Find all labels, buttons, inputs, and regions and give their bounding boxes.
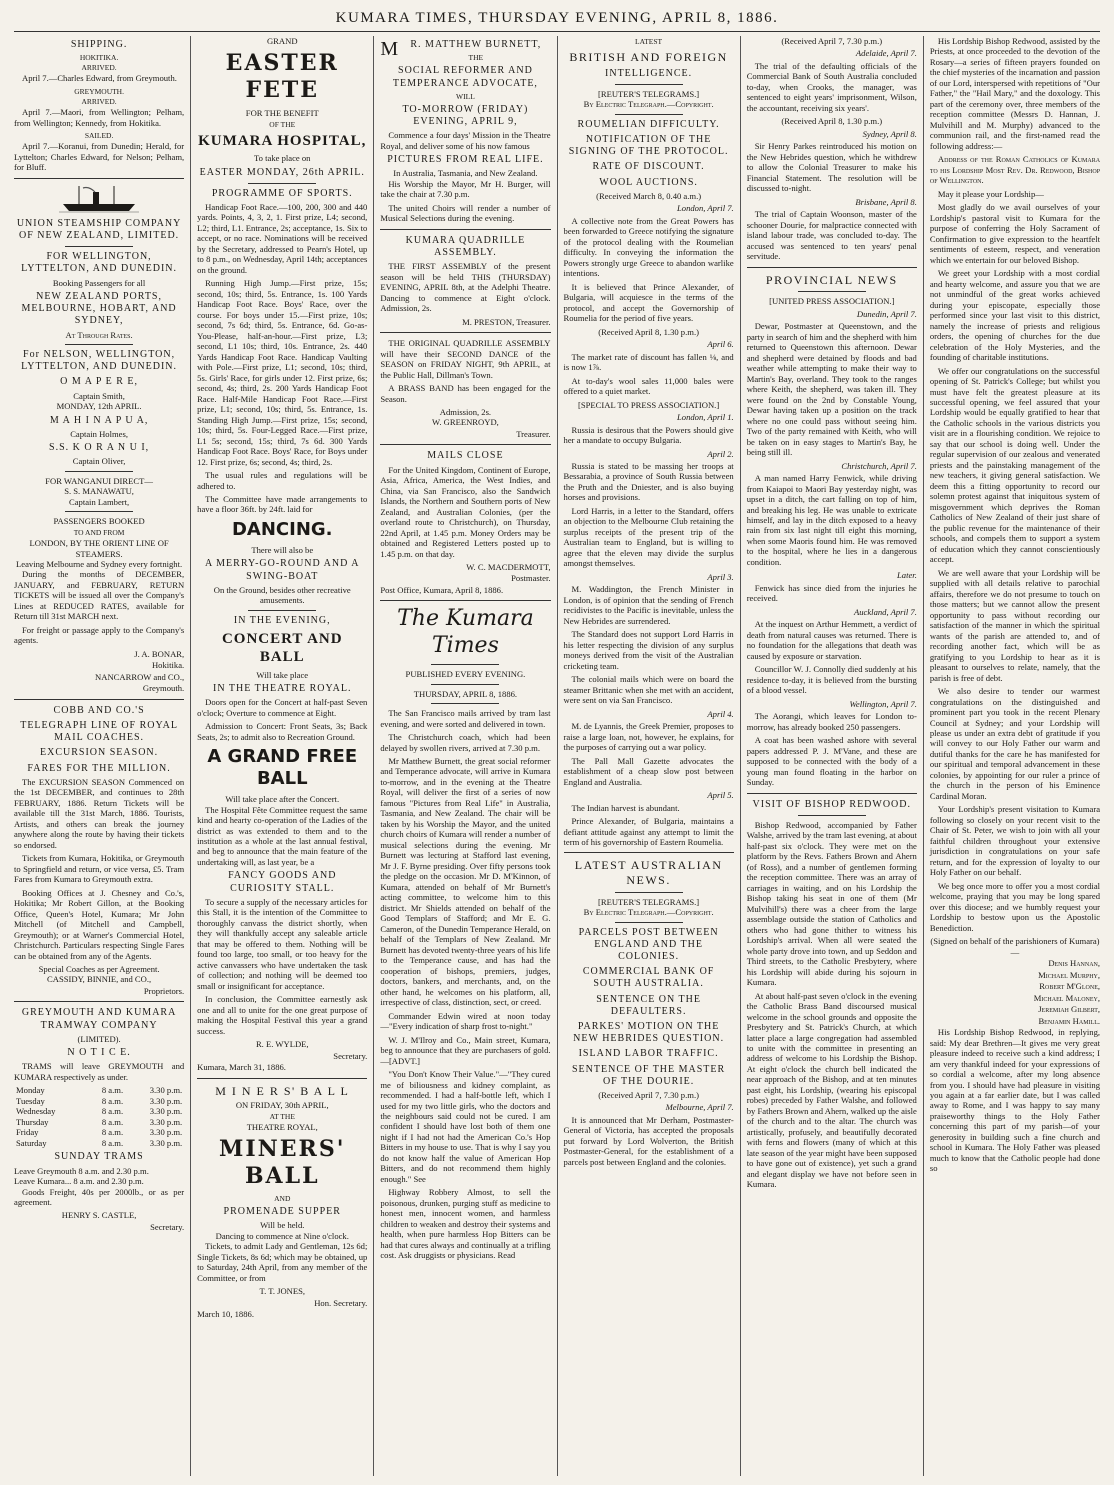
divider (431, 664, 499, 665)
benefit-label: FOR THE BENEFIT (245, 108, 319, 119)
april-3: April 3. (707, 571, 734, 582)
telegram-1: A collective note from the Great Powers has been forwarded to Greece notifying the signature of the protocol dealing with the Roumelian difficulty. In conveying the information the Powers strongly urge Greece to abandon warlike intentions. (563, 215, 734, 279)
tickets-text: Tickets from Kumara, Hokitika, or Greymouth to Springfield and return, or vice versa, £5. Tram Fares from Kumara to Greymouth extra. (14, 853, 185, 885)
divider (380, 229, 550, 230)
post-office: Post Office, Kumara, April 8, 1886. (380, 584, 504, 595)
quadrille-heading: KUMARA QUADRILLE ASSEMBLY. (405, 234, 526, 258)
telegram-2: It is believed that Prince Alexander, of Bulgaria, will acquiesce in the terms of the protocol, and accept the Governorship of Roumelia for the period of five years. (563, 281, 734, 324)
bishop-reply: His Lordship Bishop Redwood, in replying, said: My dear Brethren—It gives me very great pleasure indeed to receive such a kind address; I am very thankful indeed for your expressions of so cordial a welcome, after my long absence from you. I should have had pleasure in visiting you again at a far earlier date, but I was called away to Rome, and I was happy to say many praiseworthy things to the Holy Father concerning this part of my parish—of your generosity in building such a fine church and school in Kumara. The Holy Father was pleased much to know that the Catholic people had done so (929, 1027, 1101, 1174)
united-press: [UNITED PRESS ASSOCIATION.] (769, 296, 895, 307)
timetable-cell: 8 a.m. (101, 1137, 124, 1148)
provincial-heading: PROVINCIAL NEWS (765, 272, 898, 287)
telegram-15: It is announced that Mr Derham, Postmaster-General of Victoria, has accepted the proposals put forward by Lord Wolverton, the British Postmaster-General, for the establishment of a parcels post between England and the colonies. (563, 1114, 734, 1167)
divider (65, 471, 133, 472)
columns (14, 36, 1100, 1476)
telegram-7: Lord Harris, in a letter to the Standard, offers an objection to the Melbourne Club retaining the surplus receipts of the present trip of the Australian team to England, but is willing to agree that the eleven may divide the surplus amongst themselves. (563, 505, 734, 569)
april-6: April 6. (707, 339, 734, 350)
timetable-cell: 8 a.m. (101, 1127, 124, 1138)
at-the-label: AT THE (269, 1111, 295, 1121)
reuters: [REUTER'S TELEGRAMS.] (598, 88, 700, 99)
telegraph-line: TELEGRAPH LINE OF ROYAL MAIL COACHES. (20, 720, 178, 744)
divider (14, 178, 184, 179)
by-electric-2: By Electric Telegraph.—Copyright. (583, 907, 714, 918)
agent-nancarrow-place: Greymouth. (142, 683, 185, 694)
prov-3: Fenwick has since died from the injuries he received. (746, 582, 917, 604)
timetable-cell: Saturday (16, 1137, 47, 1148)
through-rates: At Through Rates. (65, 329, 133, 340)
original-quadrille: THE ORIGINAL QUADRILLE ASSEMBLY will have their SECOND DANCE of the SEASON on FRIDAY NIGHT, 9th APRIL, at the Public Hall, Dillman's Town. (380, 338, 551, 380)
bishop-5: We are well aware that your Lordship will be supplied with all details relative to parochial affairs, therefore we do not presume to touch on those matters; but we cannot allow the present opportunity to pass without recording our satisfaction of the manner in which the spiritual wants of the parish are attended to, and of recording another fact, which will be as gratifying to you Lordship to hear as it is pleasant to ourselves to relate, namely, that the parish is free of debt. (929, 567, 1101, 683)
column-5 (740, 36, 923, 1476)
prov-2: A man named Harry Fenwick, while driving from Kaiapoi to Maori Bay yesterday night, was upset in a ditch, the cart falling on top of him, and breaking his leg. He was unable to extricate himself, and lay in the ditch exposed to a heavy rain from six last night till eight this morning, when some Maoris found him. He was removed to the hospital, where he lies in a dangerous condition. (746, 473, 917, 567)
proprietors: Proprietors. (143, 985, 185, 996)
divider (615, 114, 683, 115)
divider (431, 684, 499, 685)
bishop-6: We also desire to tender our warmest congratulations on the distinguished and prominent part you took in the recent Plenary Council at Sydney; and your Lordship will please us under an extra debt of gratitude if you will convey to our Holy Father our warm and dutiful thanks for the care he has manifested for our spiritual and temporal advancement in these colonies, by appointing for our ruler a prince of the church in the person of his Eminence Cardinal Moran. (929, 686, 1101, 801)
tramway-limited: (LIMITED). (77, 1033, 121, 1044)
london-orient: LONDON, BY THE ORIENT LINE OF STEAMERS. (29, 538, 169, 559)
programme-heading: PROGRAMME OF SPORTS. (211, 187, 353, 199)
concert-admission: Admission to Concert: Front Seats, 3s; Back Seats, 2s; to admit also to Recreation Ground. (197, 721, 368, 742)
committee: The Committee have made arrangements to have a floor 36ft. by 24ft. laid for (197, 494, 368, 515)
ship-manawatu: S. S. MANAWATU, (64, 486, 134, 497)
divider (615, 892, 683, 893)
visit-heading: VISIT OF BISHOP REDWOOD. (752, 798, 911, 810)
leaving-melbourne: Leaving Melbourne and Sydney every fortnight. (16, 559, 183, 569)
theatre-royal-2: THEATRE ROYAL, (246, 1121, 318, 1132)
mahinapua-captain: Captain Holmes, (70, 428, 128, 439)
received-b: (Received April 8, 1.30 p.m.) (781, 116, 883, 127)
dancing-nine: Dancing to commence at Nine o'clock. (215, 1230, 349, 1241)
arrived-label-2: ARRIVED. (81, 97, 117, 107)
prov-1: Dewar, Postmaster at Queenstown, and the party in search of him and the shepherd with him returned to Queenstown this afternoon. Dewar and shepherd were detained by floods and bad weather while attempting to make their way to Martin's Bay, overland. They took to the ranges where Keith, the shepherd, was taken ill. They were found on the 2nd by Constable Young, Dewar having taken up a position on the track where no one could pass without seeing him. Two of the party remained with Keith, who will be taken on in easy stages to Martin's Bay, he being still ill. (746, 321, 917, 458)
sailed-label: SAILED. (84, 131, 114, 141)
hokitika-heading: HOKITIKA. (79, 53, 119, 63)
jones-title: Hon. Secretary. (314, 1297, 368, 1308)
special-coaches: Special Coaches as per Agreement. (38, 963, 160, 974)
conclusion: In conclusion, the Committee earnestly ask one and all to unite for the one great purpose of making the Hospital Festival this year a grand success. (197, 994, 368, 1036)
greymouth-heading: GREYMOUTH. (74, 86, 124, 96)
divider (798, 291, 866, 292)
choirs: The united Choirs will render a number of Musical Selections during the evening. (380, 202, 551, 224)
roumelian: ROUMELIAN DIFFICULTY. (577, 118, 720, 130)
christchurch-dateline: Christchurch, April 7. (841, 460, 917, 471)
aus-1: The trial of the defaulting officials of the Commercial Bank of South Australia concluded to-day, when Crooks, the manager, was sentenced to eight years' imprisonment, Wilson, the accountant, receiving six years'. (746, 60, 917, 113)
will-be-held: Will be held. (260, 1220, 305, 1231)
later-dateline: Later. (897, 570, 917, 581)
bishop-8: We beg once more to offer you a most cordial welcome, praying that you may be long spared over this diocese; and we humbly request your Lordship to bestow upon us the Apostolic Benediction. (929, 880, 1101, 933)
dunedin-dateline: Dunedin, April 7. (856, 308, 917, 319)
by-electric: By Electric Telegraph.—Copyright. (583, 99, 714, 110)
april-2: April 2. (707, 448, 734, 459)
received-2: (Received April 8, 1.30 p.m.) (598, 326, 699, 337)
timetable-cell: 3.30 p.m. (149, 1085, 183, 1096)
rules: The usual rules and regulations will be adhered to. (197, 470, 368, 491)
hospital-title: KUMARA HOSPITAL, (198, 132, 367, 149)
latest-australian: LATEST AUSTRALIAN NEWS. (574, 858, 723, 888)
paper-title: The Kumara Times (397, 606, 534, 659)
telegram-9: The Standard does not support Lord Harris in his letter respecting the division of any surplus moneys derived from the visit of the Australian cricketing team. (563, 629, 734, 671)
preston: M. PRESTON, Treasurer. (462, 316, 551, 327)
timetable-cell: 3.30 p.m. (149, 1137, 183, 1148)
divider (65, 344, 133, 345)
visit-2: At about half-past seven o'clock in the evening the Catholic Brass Band discoursed musical welcome in the school grounds and opposite the Presbytery and St. Patrick's Church, at which latter place a large congregation had assembled to unite with the committee in presenting an address of welcome to his Lordship the Bishop. At eight o'clock the church bell indicated the near approach of the Bishop, and at ten minutes past eight, his Lordship, (wearing his episcopal robes) preceded by Father Walshe, and followed by Fathers Brown and Ahern, walked up the aisle of the church and to the altar. The church was artistically, profusely, and beautifully decorated with ferns and flowers (many of which at this late season of the year might have been supposed to have gone out of existence), yet such a grand and elegant display we have not before seen in Kumara. (746, 990, 917, 1190)
prov-5: Councillor W. J. Connolly died suddenly at his residence to-day, it is believed from the bursting of a blood vessel. (746, 664, 917, 696)
aus-2: Sir Henry Parkes reintroduced his motion on the New Hebrides question, which he withdrew to allow the Colonial Treasurer to make his Financial Statement. The resolution will be discussed to-night. (746, 141, 917, 194)
divider (14, 699, 184, 700)
divider (248, 183, 316, 184)
ship-koranui: S.S. K O R A N U I, (49, 442, 150, 454)
wylde: R. E. WYLDE, (255, 1039, 309, 1050)
signatory-name: Jeremiah Gilbert, (1038, 1004, 1101, 1015)
miners-heading: M I N E R S' B A L L (215, 1083, 350, 1098)
doors-open: Doors open for the Concert at half-past Seven o'clock; Overture to commence at Eight. (197, 697, 368, 718)
grand-label: GRAND (266, 36, 298, 46)
merry-go-round: A MERRY-GO-ROUND AND A SWING-BOAT (205, 558, 360, 582)
london-1: London, April 7. (677, 203, 734, 214)
booking-line: Booking Passengers for all (52, 277, 146, 288)
telegram-10: The colonial mails which were on board the steamer Brittanic when she met with an accident, were sent on via San Francisco. (563, 674, 734, 706)
telegram-11: M. de Lyannis, the Greek Premier, proposes to raise a large loan, not, however, he explains, for the purposes of carrying out a war policy. (563, 721, 734, 753)
hokitika-arrivals: April 7.—Charles Edward, from Greymouth. (22, 73, 177, 84)
timetable-row (14, 1106, 184, 1116)
april-4: April 4. (707, 708, 734, 719)
adelaide-dateline: Adelaide, April 7. (855, 48, 917, 59)
timetable-row (14, 1096, 184, 1106)
timetable-cell: 8 a.m. (101, 1095, 124, 1106)
divider (747, 267, 917, 268)
island-labor: ISLAND LABOR TRAFFIC. (578, 1048, 719, 1060)
prov-7: A coat has been washed ashore with several papers addressed P. J. M'Vane, and these are supposed to be connected with the body of a young man found floating in the harbor on Sunday. (746, 735, 917, 788)
admission-2: Admission, 2s. (439, 406, 492, 417)
telegram-13: The Indian harvest is abundant. (571, 802, 680, 813)
cobb-heading: COBB AND CO.'S (53, 704, 145, 716)
timetable-cell: Monday (16, 1085, 45, 1096)
divider (380, 332, 550, 333)
excursion-text: The EXCURSION SEASON Commenced on the 1st DECEMBER, and continues to 28th FEBRUARY, 1886. Return Tickets will be available till the 31st March, 1886. Tourists, Artists, and others can break the journey anywhere along the route by having their tickets so endorsed. (14, 776, 185, 850)
free-ball-title: A GRAND FREE BALL (207, 746, 358, 790)
castle: HENRY S. CASTLE, (61, 1210, 137, 1221)
trams-notice: TRAMS will leave GREYMOUTH and KUMARA respectively as under. (14, 1061, 185, 1082)
telegram-3: The market rate of discount has fallen ⅛, and is now 1⅞. (563, 351, 734, 373)
divider (248, 610, 316, 611)
rate-of-discount: RATE OF DISCOUNT. (592, 161, 705, 173)
parcels-post: PARCELS POST BETWEEN ENGLAND AND THE COLONIES. (578, 926, 719, 963)
masthead: KUMARA TIMES, THURSDAY EVENING, APRIL 8, 1886. (14, 10, 1100, 32)
for-nelson: For NELSON, WELLINGTON, LYTTELTON, AND DUNEDIN. (21, 349, 178, 373)
divider (615, 84, 683, 85)
agent-nancarrow: NANCARROW and CO., (95, 671, 185, 682)
agent-bonar-place: Hokitika. (151, 660, 185, 671)
parkes-motion: PARKES' MOTION ON THE NEW HEBRIDES QUESTION. (573, 1021, 725, 1045)
miners-date: ON FRIDAY, 30th APRIL, (235, 1100, 329, 1111)
signatory-name: Robert M'Glone, (1039, 981, 1101, 992)
miners-tickets: Tickets, to admit Lady and Gentleman, 12s 6d; Single Tickets, 8s 6d; which may be obtained, up to Saturday, 24th April, from any member of the Committee, or from (197, 1241, 368, 1283)
divider (380, 444, 550, 445)
burnett-heading: MR. MATTHEW BURNETT, (380, 38, 542, 60)
prov-6: The Aorangi, which leaves for London to-morrow, has already booked 250 passengers. (746, 711, 917, 732)
telegram-14: Prince Alexander, of Bulgaria, maintains a defiant attitude against any attempt to limit the term of his governorship of Eastern Roumelia. (563, 816, 734, 847)
notice-heading: N O T I C E. (67, 1047, 131, 1059)
pictures-heading: PICTURES FROM REAL LIFE. (387, 154, 544, 166)
miners-ball-title: MINERS' BALL (219, 1136, 346, 1190)
intelligence: INTELLIGENCE. (605, 67, 693, 79)
return-tickets: During the months of DECEMBER, JANUARY, and FEBRUARY, RETURN TICKETS will be issued all over the Company's Lines at REDUCED RATES, available for Return till 31st MARCH next. (14, 569, 185, 622)
signatory-name: Benjamin Hamill. (1038, 1015, 1101, 1026)
signatories (930, 958, 1100, 1026)
steamship-icon (14, 184, 184, 214)
greenroyd: W. GREENROYD, (432, 417, 499, 428)
latest-label: LATEST (635, 37, 663, 46)
local-1: The San Francisco mails arrived by tram last evening, and were sorted and delivered in town. (380, 708, 551, 729)
nz-ports: NEW ZEALAND PORTS, MELBOURNE, HOBART, AND SYDNEY, (21, 291, 177, 327)
divider (615, 922, 683, 923)
sunday-greymouth: Leave Greymouth 8 a.m. and 2.30 p.m. (14, 1165, 149, 1176)
timetable-cell: 3.30 p.m. (149, 1116, 183, 1127)
divider (380, 600, 550, 601)
jones-date: March 10, 1886. (197, 1309, 254, 1320)
column-2 (190, 36, 373, 1476)
omapere-date: MONDAY, 12th APRIL. (56, 401, 142, 412)
divider (65, 511, 133, 512)
divider (65, 246, 133, 247)
greymouth-sailings: April 7.—Koranui, from Dunedin; Herald, for Lyttelton; Charles Edward, for Nelson; Pelham, for Bluff. (14, 141, 185, 173)
concert-title: CONCERT AND BALL (221, 630, 343, 666)
telegram-4: At to-day's wool sales 11,000 bales were offered to a quiet market. (563, 375, 734, 397)
booking-offices: Booking Offices at J. Chesney and Co.'s, Hokitika; Mr Robert Gillon, at the Booking Office, Queen's Hotel, Kumara; Mr John Mitchell (of Mitchell and Campbell, Greymouth); or at Warner's Commercial Hotel, Christchurch. Particulars respecting Single Fares can be obtained from any of the Agents. (14, 887, 185, 961)
timetable-cell: 3.30 p.m. (149, 1127, 183, 1138)
column-1 (14, 36, 190, 1476)
greymouth-arrivals: April 7.—Maori, from Wellington; Pelham, from Wellington; Kennedy, from Hokitika. (14, 107, 185, 128)
special-press: [SPECIAL TO PRESS ASSOCIATION.] (578, 399, 720, 410)
sports-2: Running High Jump.—First prize, 15s; second, 10s; third, 5s. Entrance, 1s. 100 Yards Handicap Foot Race. Boys' Race, over the course. For boys under 15.—First prize, 10s; second, 7s 6d; third, 5s. Entrance, 6d. Go-as-You-Please, half-an-hour.—First prize, L3; second, L1 10s; third, 10s. Entrance, 2s. 440 Yards Handicap Foot Race. Handicap Vaulting with Pole.—First prize, L1; second, 10s; third, 5s. Girls' Race, for girls under 12. First prize, 6s; second, 4s; third, 2s. 200 Yards Handicap Foot Race. Half-Mile Handicap Foot Race.—First prize, L1; second, 10s; third, 5s. Entrance, 1s. Standing High Jump.—First prize, 15s; second, 10s; third, 5s. Four-Legged Race.—First prize, L1 5s; second, 15s; third, 7s 6d. 300 Yards Handicap Foot Race. Boys' Race, for Boys under 12. First prize, 6s; second, 4s; third, 2s. (197, 278, 368, 467)
timetable-cell: Friday (16, 1127, 39, 1138)
bishop-7: Your Lordship's present visitation to Kumara following so closely on your recent visit to the Chair of St. Peter, we wish to join with all your faithful children throughout your extensive jurisdiction in congratulations on your safe return, and for the expression of loyalty to our Holy Father on our behalf. (929, 804, 1101, 878)
tram-timetable (14, 1085, 184, 1148)
mayor-chair: His Worship the Mayor, Mr H. Burger, will take the chair at 7.30 p.m. (380, 178, 551, 200)
april-5: April 5. (707, 790, 734, 801)
issue-date: THURSDAY, APRIL 8, 1886. (413, 688, 518, 699)
local-2: The Christchurch coach, which had been delayed by swollen rivers, arrived at 7.30 p.m. (380, 732, 551, 753)
timetable-cell: 8 a.m. (101, 1116, 124, 1127)
ship-omapere: O M A P E R E, (60, 376, 138, 388)
greenroyd-title: Treasurer. (516, 428, 551, 439)
divider (431, 703, 499, 704)
castle-title: Secretary. (150, 1221, 185, 1232)
divider (747, 793, 917, 794)
auckland-dateline: Auckland, April 7. (854, 606, 917, 617)
local-6: "You Don't Know Their Value."—"They cured me of biliousness and kidney complaint, as recommended. I had a half-bottle left, which I used for my two little girls, who the doctors and the neighbours said could not be cured. I am confident I should have lost both of them one night if I had not had the American Co.'s Hop Bitters in my house to use. That is why I say you do not know half the value of American Hop Bitters, and do not recommend them highly enough." See (380, 1069, 551, 1184)
signatory-name: Denis Hannan, (1048, 958, 1101, 969)
arrived-label: ARRIVED. (81, 63, 117, 73)
address-heading: Address of the Roman Catholics of Kumara to his Lordship Most Rev. Dr. Redwood, Bishop of Wellington. (929, 154, 1101, 186)
sentence-master: SENTENCE OF THE MASTER OF THE DOURIE. (571, 1063, 726, 1087)
published: PUBLISHED EVERY EVENING. (405, 669, 526, 680)
wylde-title: Secretary. (333, 1050, 368, 1061)
telegram-5: Russia is desirous that the Powers should give her a mandate to occupy Bulgaria. (563, 424, 734, 446)
signed: (Signed on behalf of the parishioners of Kumara)— (930, 936, 1100, 957)
prov-4: At the inquest on Arthur Hemmett, a verdict of death from natural causes was returned. There is no foundation for the allegations that death was caused by exposure or starvation. (746, 619, 917, 661)
signatory-name: Michael Murphy, (1038, 969, 1101, 980)
telegram-12: The Pall Mall Gazette advocates the establishment of a cheap slow post between England and Australia. (563, 755, 734, 787)
will-take-place: Will take place (256, 669, 309, 680)
wool-auctions: WOOL AUCTIONS. (599, 176, 698, 188)
column-3 (373, 36, 556, 1476)
column-4 (557, 36, 740, 1476)
telegram-8: M. Waddington, the French Minister in London, is of opinion that the sending of French recidivistes to the Pacific is inevitable, unless the New Hebrides are surrendered. (563, 584, 734, 626)
timetable-cell: Wednesday (16, 1106, 56, 1117)
bishop-1: His Lordship Bishop Redwood, assisted by the Priests, at once proceeded to the devotion of the Rosary—a series of fifteen prayers founded on the chief mysteries of the incarnation and passion of our Lord, interspersed with repetitions of "Our Father," the "Hail Mary," and the doxology. This part of the ceremony over, three members of the reception committee (Messrs D. Hannan, J. Mulvihill and M. Murphy) advanced to the communion rail, and the first-named read the following address:— (929, 36, 1101, 151)
wanganui: FOR WANGANUI DIRECT— (45, 475, 153, 486)
timetable-row (14, 1085, 184, 1095)
jones: T. T. JONES, (259, 1286, 306, 1297)
notification: NOTIFICATION OF THE SIGNING OF THE PROTOCOL. (568, 134, 729, 158)
wellington-dateline: Wellington, April 7. (849, 698, 917, 709)
fancy-goods-heading: FANCY GOODS AND CURIOSITY STALL. (228, 870, 337, 894)
in-australia: In Australia, Tasmania, and New Zealand. (393, 168, 538, 179)
shipping-heading: SHIPPING. (70, 39, 128, 50)
signatory-name: Michael Maloney, (1033, 992, 1101, 1003)
easter-fete-title: EASTER FETE (225, 50, 339, 104)
mails-text: For the United Kingdom, Continent of Europe, Asia, Africa, America, the West Indies, and China, via San Francisco, also the Sandwich Islands, the Northern and Southern ports of New Zealand, and Australian Colonies, (per the overland route to Christchurch), on Thursday, 22nd April, at 1.45 p.m. Money Orders may be obtained and Registered Letters posted up to 1.45 p.m. on that day. (380, 464, 551, 559)
local-4: Commander Edwin wired at noon today—"Every indication of sharp frost to-night." (380, 1010, 551, 1032)
bishop-2: Most gladly do we avail ourselves of your Lordship's pastoral visit to Kumara for the purpose of conferring the Holy Sacrament of Confirmation to give expression to the heartfelt sentiments of esteem, respect, and veneration which we entertain for our beloved Bishop. (929, 202, 1101, 265)
brisbane-dateline: Brisbane, April 8. (855, 196, 917, 207)
bishop-3: We greet your Lordship with a most cordial and hearty welcome, and assure you that we are not unmindful of the great works achieved during your episcopate, especially those performed since your last visit to this district, namely the increase of priests and religious orders, the opening of churches for the due celebration of the Holy Mysteries, and the founding of charitable institutions. (929, 268, 1101, 363)
first-assembly: THE FIRST ASSEMBLY of the present season will be held THIS (THURSDAY) EVENING, APRIL 8th, at the Adelphi Theatre. Dancing to commence at Eight o'clock. Admission, 2s. (380, 261, 551, 314)
timetable-cell: 8 a.m. (101, 1085, 124, 1096)
aus-3: The trial of Captain Woonson, master of the schooner Dourie, for malpractice connected with island labour trade, was concluded to-day. The accused was sentenced to ten years' penal servitude. (746, 209, 917, 262)
visit-1: Bishop Redwood, accompanied by Father Walshe, arrived by the tram last evening, at about half-past six o'clock. They were met on the platform by the Revs. Fathers Brown and Ahern (of Ross), and a number of gentlemen forming the reception committee. There was an array of carriages in waiting, and on his Lordship the Bishop taking his seat in one of them (Mr Mulvihill's) there was a cheer from the large assemblage outside the station of Catholics and others who had gone thither to witness his Lordship's arrival. When all were seated the whole party drove into town, and up Seddon and Third streets, to the Catholic Presbytery, where his Lordship will abide during his sojourn in Kumara. (746, 819, 917, 988)
commence: Commence a four days' Mission in the Theatre Royal, and deliver some of his now famous (380, 130, 551, 151)
fares-heading: FARES FOR THE MILLION. (27, 762, 171, 774)
commercial-bank: COMMERCIAL BANK OF SOUTH AUSTRALIA. (582, 966, 715, 990)
timetable-cell: 3.30 p.m. (149, 1106, 183, 1117)
promenade-supper: PROMENADE SUPPER (223, 1206, 341, 1218)
bishop-4: We offer our congratulations on the successful opening of St. Patrick's College; but whilst you must have felt the greatest pleasure at its successful opening, we feel assured that your Lordship would be equally gratified to hear that the Catholic schools in the various districts you visit are in a flourishing condition. We rejoice to say that our school is doing well. Under the regular supervision of our zealous and venerated priests and the painstaking management of the new teachers, it giving general satisfaction. We deem this a fitting opportunity to record our solemn protest against that iniquitous system of misgovernment which deprives the Roman Catholics of New Zealand of their just share of the public revenue for the maintenance of their schools, and compels them to support a system of education which they cannot conscientiously accept. (929, 365, 1101, 565)
dancing-title: DANCING. (231, 518, 333, 540)
of-the-label: OF THE (269, 119, 296, 129)
excursion-heading: EXCURSION SEASON. (40, 747, 159, 759)
divider (197, 1078, 367, 1079)
reuters-2: [REUTER'S TELEGRAMS.] (598, 896, 700, 907)
macdermott-title: Postmaster. (511, 573, 551, 584)
sunday-kumara: Leave Kumara... 8 a.m. and 2.30 p.m. (14, 1176, 144, 1187)
passengers-booked: PASSENGERS BOOKED (53, 516, 145, 527)
brass-band: A BRASS BAND has been engaged for the Season. (380, 383, 551, 404)
british-foreign: BRITISH AND FOREIGN (569, 50, 728, 65)
local-5: W. J. M'Ilroy and Co., Main street, Kumara, beg to announce that they are purchasers of gold.—[ADVT.] (380, 1034, 551, 1066)
timetable-cell: 3.30 p.m. (149, 1095, 183, 1106)
easter-monday: EASTER MONDAY, 26th APRIL. (199, 166, 365, 178)
to-and-from: TO AND FROM (73, 527, 125, 537)
tramway-heading: GREYMOUTH AND KUMARA TRAMWAY COMPANY (21, 1007, 177, 1031)
received-1: (Received March 8, 0.40 a.m.) (596, 190, 702, 201)
sydney-dateline: Sydney, April 8. (862, 128, 917, 139)
timetable-cell: Tuesday (16, 1095, 45, 1106)
divider (564, 852, 734, 853)
telegram-6: Russia is stated to be massing her troops at Bessarabia, a province of South Russia between the Pruth and the Dniester, and is also buying horses and provisions. (563, 461, 734, 503)
will-label: WILL (456, 91, 475, 101)
received-a: (Received April 7, 7.30 p.m.) (781, 36, 883, 46)
received-3: (Received April 7, 7.30 p.m.) (598, 1089, 699, 1100)
wylde-date: Kumara, March 31, 1886. (197, 1062, 286, 1073)
timetable-row (14, 1127, 184, 1137)
manawatu-captain: Captain Lambert, (69, 496, 130, 507)
goods-freight: Goods Freight, 40s per 2000lb., or as per agreement. (14, 1186, 185, 1207)
timetable-cell: 8 a.m. (101, 1106, 124, 1117)
union-company: UNION STEAMSHIP COMPANY OF NEW ZEALAND, LIMITED. (16, 217, 182, 241)
tomorrow: TO-MORROW (FRIDAY) EVENING, APRIL 9, (402, 103, 529, 128)
after-concert: Will take place after the Concert. (225, 794, 340, 805)
timetable-row (14, 1138, 184, 1148)
take-place: To take place on (254, 153, 311, 164)
local-3: Mr Matthew Burnett, the great social reformer and Temperance advocate, will arrive in Kumara to-morrow, and in the evening at the Theatre Royal, will deliver the first of a series of now famous "Pictures from Real Life" in Australia, Tasmania, and New Zealand. The chair will be taken by his Worship the Mayor, and the united church choirs of Kumara will render a number of musical selections during the evening. Mr Burnett was lecturing at Stafford last evening, Mr J. F. Byrne presiding. Over fifty persons took the pledge on the occasion. Mr D. M'Kinnon, of Kumara, attended on behalf of Mr Burnett's acting committee, to welcome him to this district. Mr Shields attended on behalf of the Good Templars of Stafford; and Mr E. G. Cameron, of the Dunedin Temperance Herald, on behalf of the Templars of New Zealand. Mr Burnett has devoted twenty-three years of his life to the Temperance cause, and has had the cooperation of bishops, premiers, judges, doctors, bankers, and merchants, and, on the other hand, he welcomes on his platform, all, irrespective of class, distinction, sect, or creed. (380, 756, 551, 1008)
mails-heading: MAILS CLOSE (427, 450, 504, 462)
local-7: Highway Robbery Almost, to sell the poisonous, drunken, purging stuff as medicine to honest men, innocent women, and harmless children to weaken and destroy their systems and health, when pure harmless Hop Bitters can be had that cures always and continually at a trifling cost. Ask druggists or physicians. Read (380, 1187, 551, 1261)
ground-amusements: On the Ground, besides other recreative amusements. (213, 584, 351, 606)
theatre-royal: IN THE THEATRE ROYAL. (213, 683, 352, 695)
hospital-request: The Hospital Fête Committee request the same kind and hearty co-operation of the Ladies of the district as was extended to them and to the institution as a whole at the last annual festival, and beg to announce that the main feature of the undertaking will, as last year, be a (197, 804, 368, 867)
sunday-trams: SUNDAY TRAMS (54, 1151, 144, 1163)
fancy-goods-text: To secure a supply of the necessary articles for this Stall, it is the intention of the Committee to thoroughly canvass the district shortly, when they will thankfully accept any saleable article that may be offered to them. Nothing will be found too large, too small, or too heavy for the active canvassers who have undertaken the task of collection; and nothing will be deemed too small or insignificant for acceptance. (197, 896, 368, 991)
divider (798, 815, 866, 816)
and-label: AND (274, 1193, 291, 1203)
also-label: There will also be (251, 544, 314, 555)
cassidy: CASSIDY, BINNIE, and CO., (47, 974, 152, 985)
divider (14, 1001, 184, 1002)
column-6 (923, 36, 1100, 1476)
london-2: London, April 1. (677, 412, 734, 423)
may-it-please: May it please your Lordship— (937, 188, 1044, 199)
melbourne-dateline: Melbourne, April 7. (665, 1102, 734, 1113)
evening-label: IN THE EVENING, (233, 614, 331, 626)
reformer: SOCIAL REFORMER AND TEMPERANCE ADVOCATE, (392, 65, 538, 89)
koranui-captain: Captain Oliver, (72, 456, 126, 467)
timetable-row (14, 1117, 184, 1127)
the-label: THE (468, 53, 484, 63)
sports-1: Handicap Foot Race.—100, 200, 300 and 440 yards. Points, 4, 3, 2, 1. First prize, L4; second, L2; third, L1. Entrance, 2s; acceptance, 1s. Six to accept, or no race. Nominations will be received by the Secretary, addressed to Pearn's Hotel, up to 8 p.m., on Wednesday, April 14th; acceptances on the ground. (197, 201, 368, 275)
sentence-defaulters: SENTENCE ON THE DEFAULTERS. (596, 993, 701, 1017)
freight-notice: For freight or passage apply to the Company's agents. (14, 624, 185, 646)
omapere-captain: Captain Smith, (73, 390, 125, 401)
agent-bonar: J. A. BONAR, (134, 648, 185, 659)
timetable-cell: Thursday (16, 1116, 49, 1127)
macdermott: W. C. MACDERMOTT, (466, 561, 551, 572)
ship-mahinapua: M A H I N A P U A, (49, 414, 149, 426)
for-wellington: FOR WELLINGTON, LYTTELTON, AND DUNEDIN. (21, 251, 178, 275)
